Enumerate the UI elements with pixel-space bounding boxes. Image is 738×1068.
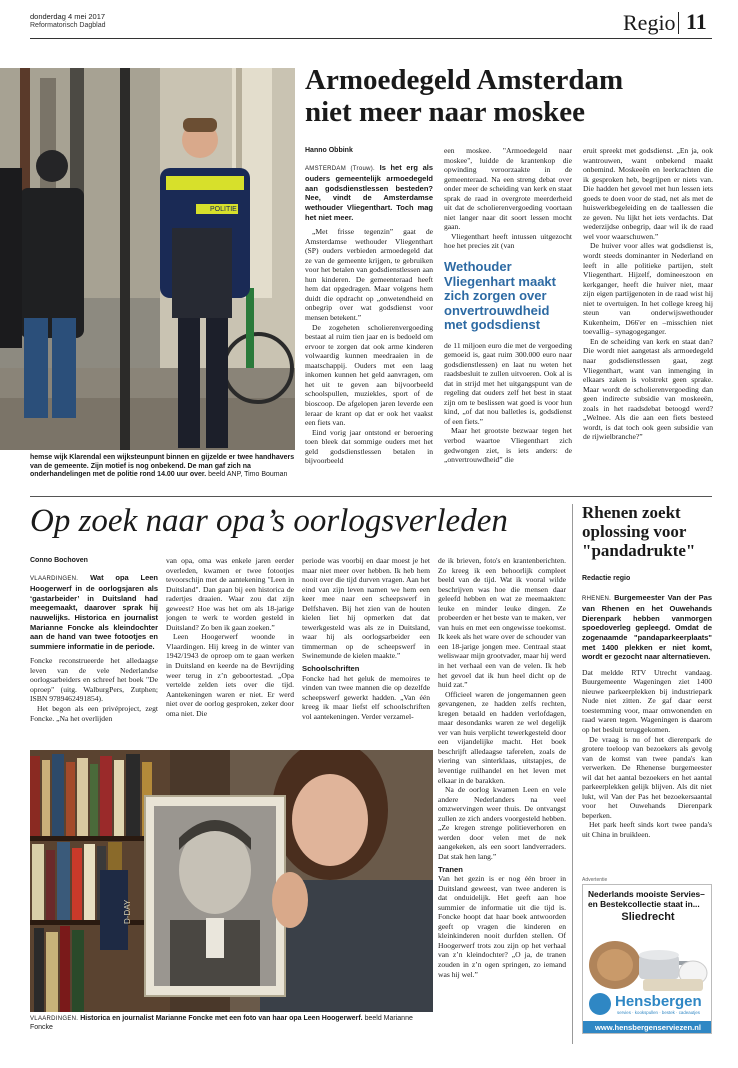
section-name: Regio: [623, 10, 676, 35]
article3-lead: Burgemeester Van der Pas van Rhenen en het Ouwehands Dierenpark hebben vanmorgen spoedoverleg gepleegd. Omdat de zogenaamde "pandaparkeerplaats" met 1400 plekken er niet komt, wordt er gezocht naar alternatieven.: [582, 592, 712, 662]
paragraph: Maar het grootste bezwaar tegen het verbod waartoe Vliegenthart zich gedwongen ziet, is iets anders: de „onvertrouwdheid” die: [444, 426, 572, 465]
paragraph: De vraag is nu of het dierenpark de grotere toeloop van bezoekers als gevolg van de komst van twee panda's kan verwerken. De Rhenense burgemeester wil dat het aantal bezoekers en het aantal parkeerplekken gelijk blijven. Als dit niet lukt, wil Van der Pas het bezoekersaantal voor het Ouwehands Dierenpark beperken.: [582, 734, 712, 820]
police-vest-text: POLITIE: [210, 206, 237, 213]
header-date: donderdag 4 mei 2017: [30, 12, 106, 21]
paragraph: Foncke had het geluk de memoires te vinden van twee mannen die op dezelfde scheepswerf gewerkt hadden. „Van één kreeg ik maar liefst elf schoolschriften vol aantekeningen. Verder verzamel-: [302, 673, 430, 721]
article1-col1: [305, 146, 433, 490]
book-spine-text: D-DAY: [123, 899, 132, 924]
paragraph: De zogeheten scholierenvergoeding bestaat al ruim tien jaar en is bedoeld om ervoor te zorgen dat ook arme kinderen volwaardig kunnen meedraaien in de maatschappij. Ouders met een laag inkomen kunnen het geld aanvragen, om het uit te geven aan bijvoorbeeld schoolspullen, muziekles, sport of de bioscoop. De afgelopen jaren leverde een leraar de krant op dat er ook het vaakst een fiets van.: [305, 322, 433, 428]
hensbergen-logo-icon: [589, 993, 611, 1015]
paragraph: Na de oorlog kwamen Leen en vele andere Nederlanders na veel omzwervingen weer thuis. De ontvangst zullen ze zich anders voorgesteld hebben. „Ze kregen strenge politieverhoren en werden door velen met de nek aangekeken, als een soort landverraders. Dat stak hen lang.”: [438, 785, 566, 861]
sidebar-rule: [572, 504, 573, 1044]
paragraph: „Met frisse tegenzin” gaat de Amsterdamse wethouder Vliegenthart (SP) ouders verbieden armoedegeld dat ze van de gemeente krijgen, te gebruiken voor het betalen van godsdienstlessen aan hun kinderen. De gemeenteraad heeft hem dat opgedragen. Maar volgens hem duidt die opdracht op „onwetendheid en onbegrip over wat godsdienst voor mensen betekent.”: [305, 227, 433, 323]
paragraph: eruit spreekt met godsdienst. „En ja, ook wantrouwen, want onbekend maakt onbemind. Moskeeën en leerkrachten die ik gesproken heb, begrijpen er niets van. Die hadden het gevoel met hun lessen iets goeds te doen voor de stad, net als met de huiswerkbegeleiding en de taallessen die ze geven. Nu lijkt het iets verdachts. Dat wederzijdse onbegrip, daar wil ik de raad wel voor waarschuwen.”: [583, 146, 713, 241]
paragraph: van opa, oma was enkele jaren eerder overleden, kwamen er twee fotootjes tevoorschijn met de aantekening "Leen in Duitsland". Dan gaan bij een historica de radertjes draaien. Waar zou dat zijn geweest? Hoe was het om als 18-jarige jongen te werk te worden gesteld in Duitsland? Zo ben ik gaan zoeken.”: [166, 556, 294, 632]
paragraph: Eind vorig jaar ontstond er beroering toen bleek dat sommige ouders met het geld godsdienstlessen betalen in bijvoorbeeld: [305, 427, 433, 466]
article1-title-line1: Armoedegeld Amsterdam: [305, 64, 624, 96]
police-photo-caption: [30, 454, 295, 480]
paragraph: Foncke reconstrueerde het alledaagse leven van de vele Nederlandse oorlogsarbeiders en schreef het boek "De oproep" (uitg. WalburgPers, Zutphen; ISBN 9789462491854).: [30, 656, 158, 704]
caption-text: hemse wijk Klarendal een wijksteunpunt binnen en gijzelde er twee handhavers van de gemeente. Zijn motief is nog onbekend. De man gaf zich na onderhandelingen met de politie rond 14.00 uur over.: [30, 454, 295, 479]
article2-lead: Wat opa Leen Hoogerwerf in de oorlogsjaren als ‘gastarbeider’ in Duitsland had meegemaakt, daarover sprak hij nauwelijks. Historica en journalist Marianne Foncke als kleindochter aan de hand van twee fotootjes en summiere informatie in de periode.: [30, 572, 158, 651]
article3-title: [582, 503, 712, 560]
article2-byline: Conno Bochoven: [30, 557, 88, 564]
article2-col3: [302, 556, 430, 748]
article3-title-line2: oplossing voor: [582, 522, 687, 541]
article2-col1: [30, 556, 158, 748]
ad-city: Sliedrecht: [621, 911, 675, 923]
article3-title-line3: "pandadrukte": [582, 541, 696, 560]
paragraph: Dat meldde RTV Utrecht vandaag. Buurgemeente Wageningen ziet 1400 nieuwe parkeerplekken bij industriepark Nude niet zitten. Ze gaf daar eerst toestemming voor, maar omwonenden en raad waren tegen. Wageningen is daarom op het besluit teruggekomen.: [582, 667, 712, 734]
article2-title: Op zoek naar opa’s oorlogsverleden: [30, 503, 508, 539]
caption-credit: beeld Marianne Foncke: [30, 1015, 413, 1031]
ad-line2: en Bestekcollectie staat in...: [588, 899, 700, 909]
paragraph: Officieel waren de jongemannen geen gevangenen, ze hadden zelfs rechten, kregen betaald en hadden verlofdagen, maar desondanks waren ze wel degelijk ver van huis verplicht tewerkgesteld door een vijandelijke macht. Het boek beschrijft alledaagse taferelen, zoals de viering van sinterklaas, uitstapjes, de leventige ruilhandel en het leven met elkaar in de barakken.: [438, 689, 566, 785]
section-divider: [678, 12, 679, 34]
paragraph: Vliegenthart heeft intussen uitgezocht hoe het precies zit (van: [444, 231, 572, 251]
paragraph: Het begon als een privéproject, zegt Foncke. „Na het overlijden: [30, 704, 158, 723]
ad-brand: Hensbergen: [615, 993, 702, 1010]
article3-dateline: RHENEN.: [582, 595, 612, 602]
article2-col2: [166, 556, 294, 748]
paragraph: de ik brieven, foto's en krantenberichten. Zo kreeg ik een behoorlijk compleet beeld van de tijd. Wat ik vooral wilde beschrijven was hoe die mensen daar geleefd hebben en wat ze meemaakten: leuke en minder leuke dingen. Ze probeerden er het beste van te maken, ver van huis en met een ongewisse toekomst. Ik keek als het ware over de schouder van een 18-jarige jongen mee. Centraal staat weliswaar mijn grootvader, maar hij werd in het verhaal een van de velen. Ik heb het gevoel dat ik hun heel dicht op de huid zat.”: [438, 556, 566, 690]
ad-line1: Nederlands mooiste Servies–: [588, 889, 705, 899]
police-photo: [0, 68, 295, 450]
header-rule: [30, 38, 712, 39]
paragraph: Het park heeft sinds kort twee panda's uit China in bruikleen.: [582, 820, 712, 839]
paragraph: De huiver voor alles wat godsdienst is, wordt steeds dominanter in Nederland en leeft in alle politieke partijen, stelt Vliegenthart. Hijzelf, domineeszoon en kerkganger, heeft die huiver niet, maar zijn eigen partijgenoten in de raad wist hij niet te overtuigen. In het college kreeg hij steun van onderwijswethouder Kukenheim, D66'er en –misschien niet toevallig– synagogeganger.: [583, 241, 713, 337]
article1-title-line2: niet meer naar moskee: [305, 96, 586, 128]
article3-title-line1: Rhenen zoekt: [582, 503, 681, 522]
article1-dateline: AMSTERDAM (Trouw).: [305, 165, 376, 172]
article1-col2: [444, 146, 572, 490]
paragraph: Van het gezin is er nog één broer in Duitsland geweest, van twee anderen is dat onduidelijk. Het geeft aan hoe summier de informatie uit die tijd is. Foncke hoopt dat haar boek antwoorden geeft op vragen die kinderen en kleinkinderen nooit durfden stellen. Of Hoogerwerf trots zou zijn op het verhaal van z’n kleindochter? „O ja, de tranen zouden in z’n ogen springen, zo iemand was hij wel.”: [438, 874, 566, 979]
pullquote: Wethouder Vliegenhart maakt zich zorgen over onvertrouwdheid met godsdienst: [444, 259, 556, 333]
article2-dateline: VLAARDINGEN.: [30, 575, 79, 582]
paragraph: de 11 miljoen euro die met de vergoeding gemoeid is, gaat ruim 300.000 euro naar godsdienstlessen) en laat nu weten het raadsbesluit te zullen uitvoeren. Ook al is dat in strijd met het uitgangspunt van de regeling dat ouders zelf het best in staat zijn om te beslissen wat goed is voor hun kind, „of dat nou balletles is, godsdienst of een fiets.”: [444, 340, 572, 426]
ad-label: Advertentie: [582, 877, 608, 883]
caption-dateline: VLAARDINGEN.: [30, 1016, 79, 1022]
article1-col3: [583, 146, 713, 490]
foncke-photo-image: [30, 750, 433, 1012]
caption-text: Historica en journalist Marianne Foncke met een foto van haar opa Leen Hoogerwerf.: [80, 1015, 363, 1022]
ad-url-link[interactable]: www.hensbergenserviezen.nl: [583, 1021, 712, 1034]
advertisement[interactable]: [582, 884, 712, 1034]
foncke-photo-caption: [30, 1015, 433, 1032]
article1-byline: Hanno Obbink: [305, 147, 353, 154]
paragraph: Leen Hoogerwerf woonde in Vlaardingen. Hij kreeg in de winter van 1942/1943 de oproep om te gaan werken in Duitsland en keerde na de Bevrijding weer terug in z’n geboortestad. „Opa vertelde zelden iets over die tijd. Aantekeningen waren er niet. Er werd niet over de oorlog gesproken, zeker door oma niet. Die: [166, 632, 294, 718]
ad-tagline: servies · kookspullen · bestek · cadeautjes: [617, 1010, 700, 1015]
subheading-schoolschriften: Schoolschriften: [302, 664, 360, 674]
subheading-tranen: Tranen: [438, 864, 463, 874]
article3-body: [582, 574, 712, 872]
caption-credit: beeld ANP, Timo Bouman: [208, 471, 288, 479]
ad-headline: [588, 889, 710, 909]
paragraph: En de scheiding van kerk en staat dan? Die wordt niet aangetast als armoedegeld naar godsdienstlessen gaat, zegt Vliegenthart, want van inmenging in elkaars zaken is volstrekt geen sprake. Maar wordt de scholierenvergoeding dan geen indirecte subsidie van moskeeën, zoals in het raadsdebat betoogd werd? „Welnee. Als die aan een fiets besteed wordt, is dat toch ook geen subsidie van de rijwielbranche?”: [583, 336, 713, 442]
header-paper: Reformatorisch Dagblad: [30, 22, 106, 29]
paragraph: een moskee. "Armoedegeld naar moskee", luidde de krantenkop die opwinding veroorzaakte in de gemeenteraad. Na een streng debat over onder meer de scheiding van kerk en staat sprak de raad in overgrote meerderheid uit dat de scholierenvergoeding voortaan niet langer naar dit soort lessen mocht gaan.: [444, 146, 572, 232]
article1-title: [305, 64, 715, 128]
foncke-photo: [30, 750, 433, 1012]
article1-lead: Is het erg als ouders gemeentelijk armoedegeld aan godsdienstlessen besteden? Nee, vindt de Amsterdamse wethouder Vliegenthart. Toch mag het niet meer.: [305, 162, 433, 222]
section-divider-rule: [30, 496, 712, 497]
tableware-image: [583, 925, 712, 995]
article2-col4: [438, 556, 566, 1038]
page-number: 11: [686, 9, 707, 34]
article3-byline: Redactie regio: [582, 575, 631, 582]
police-photo-image: [0, 68, 295, 450]
paragraph: periode was voorbij en daar moest je het maar niet meer over hebben. Ik heb hem nooit over die tijd durven vragen. Aan het eind van zijn leven namen we hem een keer mee naar een scheepswerf in Delfshaven. Bij het zien van de houten kielen liet hij opmerken dat dat tewerkgesteld was als ze in Duitsland, waar hij als oorlogsarbeider een timmerman op de scheepswerf in Swinemunde de kielen maakte.”: [302, 556, 430, 661]
